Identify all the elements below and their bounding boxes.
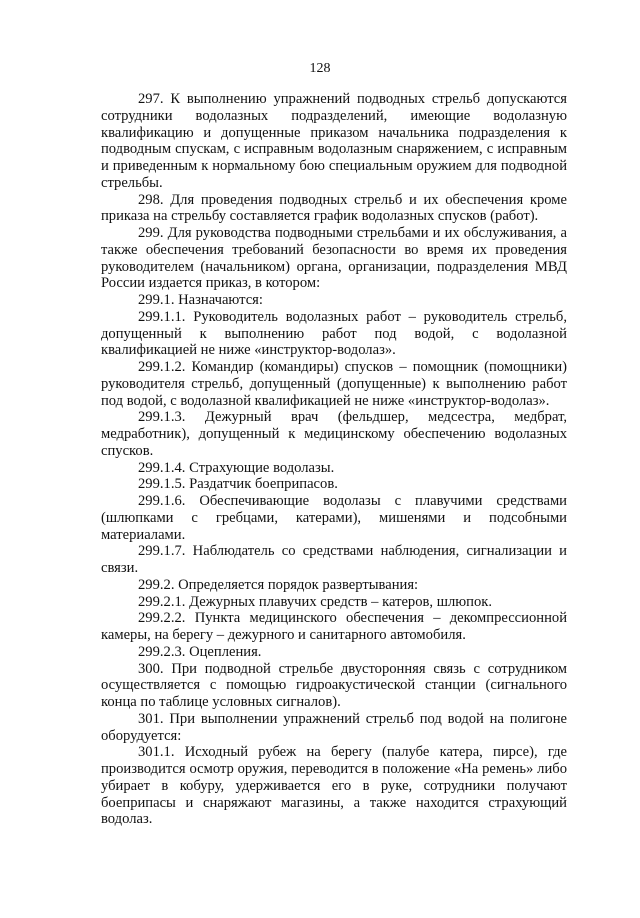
paragraph-299-1-2: 299.1.2. Командир (командиры) спусков – помощник (помощники) руководителя стрельб, допущенный (допущенные) к выполнению работ под водой, с водолазной квалификацией не ниже «инструктор-водолаз». xyxy=(101,359,567,409)
paragraph-299-1-5: 299.1.5. Раздатчик боеприпасов. xyxy=(138,476,338,493)
paragraph-299-2-1: 299.2.1. Дежурных плавучих средств – катеров, шлюпок. xyxy=(138,593,492,610)
paragraph-299-2-3: 299.2.3. Оцепления. xyxy=(138,643,262,660)
paragraph-298: 298. Для проведения подводных стрельб и их обеспечения кроме приказа на стрельбу составляется график водолазных спусков (работ). xyxy=(101,191,567,225)
paragraph-299-1-6: 299.1.6. Обеспечивающие водолазы с плавучими средствами (шлюпками с гребцами, катерами), мишенями и подсобными материалами. xyxy=(101,493,567,543)
paragraph-299-1: 299.1. Назначаются: xyxy=(138,292,263,308)
paragraph-299-1-4: 299.1.4. Страхующие водолазы. xyxy=(138,459,335,476)
page-number: 128 xyxy=(309,61,331,76)
paragraph-299-1-1: 299.1.1. Руководитель водолазных работ – руководитель стрельб, допущенный к выполнению работ под водой, с водолазной квалификацией не ниже «инструктор-водолаз». xyxy=(101,308,567,359)
paragraph-301-1: 301.1. Исходный рубеж на берегу (палубе катера, пирсе), где производится осмотр оружия, переводится в положение «На ремень» либо убирает в кобуру, удерживается его в руке, сотрудники получают боеприпасы и снаряжают магазины, а также находится страхующий водолаз. xyxy=(101,744,567,828)
document-body xyxy=(101,91,567,828)
paragraph-299: 299. Для руководства подводными стрельбами и их обслуживания, а также обеспечения требований безопасности во время их проведения руководителем (начальником) органа, организации, подразделения МВД России издается приказ, в котором: xyxy=(101,225,567,292)
paragraph-299-2: 299.2. Определяется порядок развертывания: xyxy=(138,576,419,593)
paragraph-299-1-7: 299.1.7. Наблюдатель со средствами наблюдения, сигнализации и связи. xyxy=(101,543,567,576)
paragraph-297: 297. К выполнению упражнений подводных стрельб допускаются сотрудники водолазных подразделений, имеющие водолазную квалификацию и допущенные приказом начальника подразделения к подводным спускам, с исправным водолазным снаряжением, с исправным и приведенным к нормальному бою специальным оружием для подводной стрельбы. xyxy=(101,91,567,191)
paragraph-299-2-2: 299.2.2. Пункта медицинского обеспечения – декомпрессионной камеры, на берегу – дежурного и санитарного автомобиля. xyxy=(101,610,567,643)
paragraph-300: 300. При подводной стрельбе двусторонняя связь с сотрудником осуществляется с помощью гидроакустической станции (сигнального конца по таблице условных сигналов). xyxy=(101,660,567,710)
paragraph-301: 301. При выполнении упражнений стрельб под водой на полигоне оборудуется: xyxy=(101,710,567,744)
paragraph-299-1-3: 299.1.3. Дежурный врач (фельдшер, медсестра, медбрат, медработник), допущенный к медицинскому обеспечению водолазных спусков. xyxy=(101,409,567,459)
